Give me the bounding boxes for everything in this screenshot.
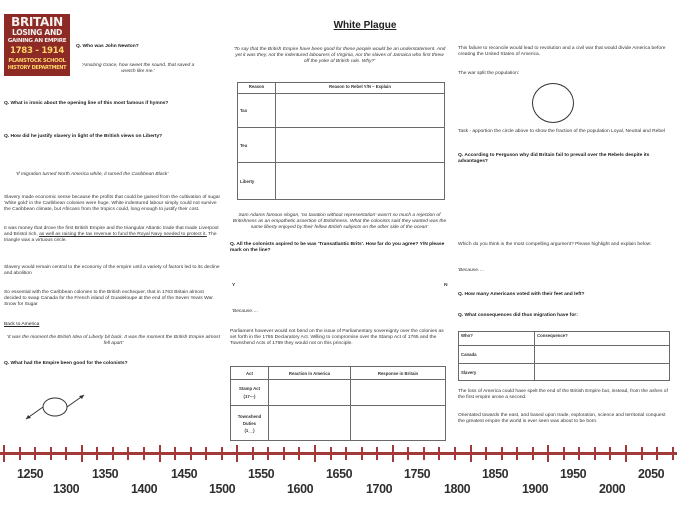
timeline-tick [283,447,285,460]
timeline-tick [190,447,192,460]
reasons-table [237,82,445,200]
townshend-label: Townshend [237,413,262,419]
timeline-tick [485,447,487,460]
townshend-britain-cell[interactable] [351,406,446,441]
timeline-tick [345,447,347,460]
cycle-diagram [20,387,90,427]
timeline-tick [50,447,52,460]
timeline-tick [423,447,425,460]
slavery-consequence-cell[interactable] [535,364,670,381]
timeline-tick [609,447,611,460]
timeline-axis [0,452,677,455]
consequences-header-consequence: Consequence? [535,332,670,346]
year-label: 1550 [248,467,275,481]
year-label: 2000 [599,482,626,496]
consequences-header-who: Who? [459,332,535,346]
task-text: Task - apportion the circle above to show the fraction of the population Loyal, Neutral and Rebel [458,129,665,134]
timeline-tick [563,447,565,460]
abolition-paragraph: Slavery would remain central to the economy of the empire until a variety of factors led to its decline and abolition [4,265,220,277]
reasons-row-tea: Tea [238,128,276,163]
loss-paragraph: The loss of America could have spelt the end of the British Empire but, instead, from the ashes of the first empire arose a second. [458,389,668,401]
timeline-tick [625,445,627,462]
agree-n-label: N [444,283,448,288]
timeline-tick [438,447,440,460]
back-to-america-heading: Back to America [4,322,40,327]
parliament-paragraph: Parliament however would not bend on the issue of Parliamentary sovereignty over the colonies as set forth in the 1765 Declaratory Act. Willing to compromise over the Stamp Act of 1765 and the Townshend Acts of 1769 they would not on this principle. [230,329,444,347]
question-ferguson: Q. According to Ferguson why did Britain fail to prevail over the Rebels despite its advantages? [458,153,650,165]
migration-quote: 'If migration turned North America white, it turned the Caribbean Black' [16,172,169,177]
timeline-tick [361,447,363,460]
timeline-tick [547,445,549,462]
logo-line-5: PLANSTOCK SCHOOL [8,58,66,64]
year-label: 2050 [638,467,665,481]
townshend-america-cell[interactable] [269,406,351,441]
stamp-act-label: Stamp Act [238,386,261,391]
timeline-tick [267,447,269,460]
timeline-tick [501,447,503,460]
timeline-tick [205,447,207,460]
question-americans-left: Q. How many Americans voted with their feet and left? [458,292,585,297]
timeline-tick [392,445,394,462]
year-label: 1350 [92,467,119,481]
intro-quote: 'To say that the British Empire have been good for these people would be an understatement. And yet it was they, not the indentured labourers of Virginia, nor the slaves of Jamaica who first threw off the yoke of British rule. Why?' [233,47,446,65]
timeline-tick [532,447,534,460]
timeline-tick [3,445,5,462]
acts-header-britain: Response in Britain [351,367,446,380]
timeline-tick [672,447,674,460]
reasons-cell-liberty[interactable] [276,163,445,200]
timeline-tick [65,447,67,460]
townshend-duties: Duties [242,420,257,426]
consequences-row-canada: Canada [459,346,535,364]
year-label: 1750 [404,467,431,481]
timeline-tick [470,445,472,462]
money-paragraph [4,226,222,245]
timeline-tick [252,447,254,460]
consequences-row-slavery: Slavery [459,364,535,381]
timeline-tick [81,445,83,462]
because-col2: 'Because…. [232,309,259,314]
timeline-tick [330,447,332,460]
acts-row-stamp [231,380,269,406]
timeline-tick [159,445,161,462]
year-label: 1400 [131,482,158,496]
page-title: White Plague [333,20,397,31]
year-label: 1800 [444,482,471,496]
population-circle[interactable] [532,83,574,123]
timeline-tick [112,447,114,460]
year-label: 1950 [560,467,587,481]
year-label: 1700 [366,482,393,496]
timeline-tick [298,447,300,460]
school-logo [4,14,70,76]
war-split-text: The war split the population: [458,71,520,76]
timeline-tick [656,447,658,460]
timeline-tick [221,447,223,460]
year-label: 1300 [53,482,80,496]
money-paragraph-b: as well as raising the tax revenue to fund the Royal Navy needed to protect it. [39,232,207,238]
year-label: 1250 [17,467,44,481]
reasons-header-reason: Reason [238,83,276,94]
exchequer-paragraph: So essential with the Caribbean colonies to the British exchequer, that in 1763 Britain almost decided to swap Canada for the French island of Guadeloupe at the end of the Seven Years War. Snow for Sugar [4,290,214,308]
logo-line-2: LOSING AND [11,28,63,37]
townshend-year: (1__) [244,427,255,433]
reasons-header-explain: Reason to Rebel Y/N – Explain [276,83,445,94]
reasons-row-tax: Tax [238,94,276,128]
failure-paragraph: This failure to reconcile would lead to revolution and a civil war that would divide America before creating the United States of America. [458,46,666,58]
slavery-paragraph: Slavery made economic sense because the profits that could be gained from the cultivation of sugar 'white gold' in the Caribbean colonies were huge. White indentured labour simply could not survive the Caribbean climate, but Africans from the tropics could, long enough to justify their cost. [4,195,221,213]
question-ironic: Q. What is ironic about the opening line of this most famous if hymns? [4,101,169,106]
orientation-paragraph: Orientated towards the east, and based upon trade, exploration, science and territorial conquest the greatest empire the world is ever seen was about to be born. [458,413,666,425]
reasons-row-liberty: Liberty [238,163,276,200]
logo-line-1: BRITAIN [11,15,63,29]
question-good-for-colonists: Q. What had the Empire been good for the colonists? [4,361,128,366]
timeline-tick [641,447,643,460]
timeline-tick [236,445,238,462]
logo-line-3: GAINING AN EMPIRE [7,38,67,44]
question-transatlantic: Q. All the colonists aspired to be was 'Transatlantic Brits'. How far do you agree? Y/N please mark on the line? [230,242,445,254]
timeline-tick [454,447,456,460]
stamp-act-year: (17---) [243,394,256,399]
timeline-tick [376,447,378,460]
question-consequences: Q. What consequences did thus migration have for: [458,313,578,318]
timeline-tick [578,447,580,460]
year-label: 1850 [482,467,509,481]
logo-line-6: HISTORY DEPARTMENT [7,65,67,71]
reasons-cell-tea[interactable] [276,128,445,163]
year-label: 1650 [326,467,353,481]
timeline-tick [34,447,36,460]
acts-header-america: Reaction in America [269,367,351,380]
timeline-tick [19,447,21,460]
acts-header-act: Act [231,367,269,380]
year-label: 1450 [171,467,198,481]
timeline-tick [516,447,518,460]
consequences-table [458,331,670,381]
timeline-tick [143,447,145,460]
stamp-act-america-cell[interactable] [269,380,351,406]
question-justify: Q. How did he justify slavery in light of the British views on Liberty? [4,134,163,139]
adams-quote: Sam Adams famous slogan, 'no taxation without representation' wasn't so much a rejection of Britishness as an empathetic assertion of Britishness. What the colonists said they wanted was the same liberty enjoyed by their fellow British subjects on the other side of the ocean' [232,213,447,231]
amazing-grace-quote: 'Amazing Grace, how sweet the sound, that saved a wretch like me.' [81,63,195,75]
year-label: 1600 [287,482,314,496]
agree-y-label: Y [232,283,236,288]
moment-quote: 'It was the moment the British Idea of Liberty bit back. It was the moment the British Empire almost fell apart' [7,335,220,347]
timeline-tick [127,447,129,460]
acts-table [230,366,446,441]
acts-row-townshend [231,406,269,441]
timeline-tick [407,447,409,460]
timeline-tick [594,447,596,460]
because-col3: 'Because…. [458,268,485,273]
logo-line-4: 1783 - 1914 [9,46,65,56]
timeline-tick [174,447,176,460]
year-label: 1900 [522,482,549,496]
reasons-cell-tax[interactable] [276,94,445,128]
stamp-act-britain-cell[interactable] [351,380,446,406]
timeline-tick [96,447,98,460]
money-paragraph-a: It was money that drove the first British Empire and the triangular Atlantic trade that made Liverpool and Bristol rich, [4,226,219,238]
compelling-text: Which do you think is the most compelling argument? Please highlight and explain below: [458,242,652,247]
money-paragraph-c: The triangle was a virtuous circle. [4,232,217,244]
timeline-tick [314,445,316,462]
canada-consequence-cell[interactable] [535,346,670,364]
year-label: 1500 [209,482,236,496]
question-newton: Q. Who was John Newton? [76,44,139,49]
